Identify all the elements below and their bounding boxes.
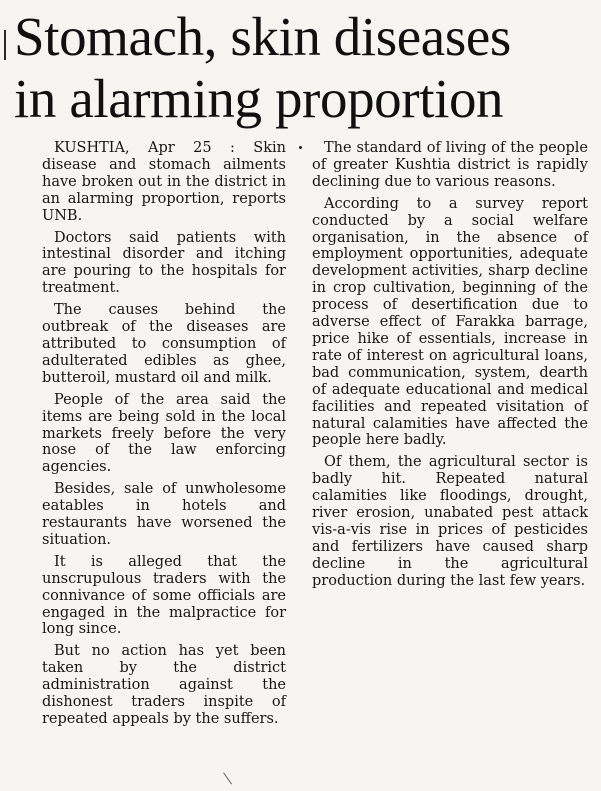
paragraph: Of them, the agricultural sector is badly hit. Repeated natural calamities like floodings, drought, river erosion, unabated pest attack vis-a-vis rise in prices of pesticides and fertilizers have caused sharp decline in the agricultural production during the last few years. [312,454,588,589]
paragraph: Doctors said patients with intestinal disorder and itching are pouring to the hospitals for treatment. [42,229,286,297]
paragraph-dateline: KUSHTIA, Apr 25 : Skin disease and stomach ailments have broken out in the district in an alarming proportion, reports UNB. [42,140,286,224]
column-divider-dot [299,146,302,149]
paragraph: Besides, sale of unwholesome eatables in hotels and restaurants have worsened the situation. [42,481,286,548]
headline-line-1: Stomach, skin diseases [14,6,511,67]
article-column-left [42,140,286,733]
paragraph: The standard of living of the people of greater Kushtia district is rapidly declining due to various reasons. [312,140,588,190]
print-scratch-mark [223,766,242,785]
paragraph: It is alleged that the unscrupulous traders with the connivance of some officials are engaged in the malpractice for long since. [42,553,286,638]
paragraph: People of the area said the items are being sold in the local markets freely before the very nose of the law enforcing agencies. [42,391,286,476]
paragraph: The causes behind the outbreak of the diseases are attributed to consumption of adulterated edibles as ghee, butteroil, mustard oil and milk. [42,302,286,386]
headline-line-2: in alarming proportion [14,68,504,129]
clipping-edge-mark [4,30,6,60]
headline [14,6,598,130]
article-column-right [312,140,588,595]
paragraph: But no action has yet been taken by the district administration against the dishonest traders inspite of repeated appeals by the suffers. [42,643,286,727]
paragraph: According to a survey report conducted by a social welfare organisation, in the absence of employment opportunities, adequate development activities, sharp decline in crop cultivation, beginning of the process of desertification due to adverse effect of Farakka barrage, price hike of essentials, increase in rate of interest on agricultural loans, bad communication, system, dearth of adequate educational and medical facilities and repeated visitation of natural calamities have affected the people here badly. [312,195,588,449]
